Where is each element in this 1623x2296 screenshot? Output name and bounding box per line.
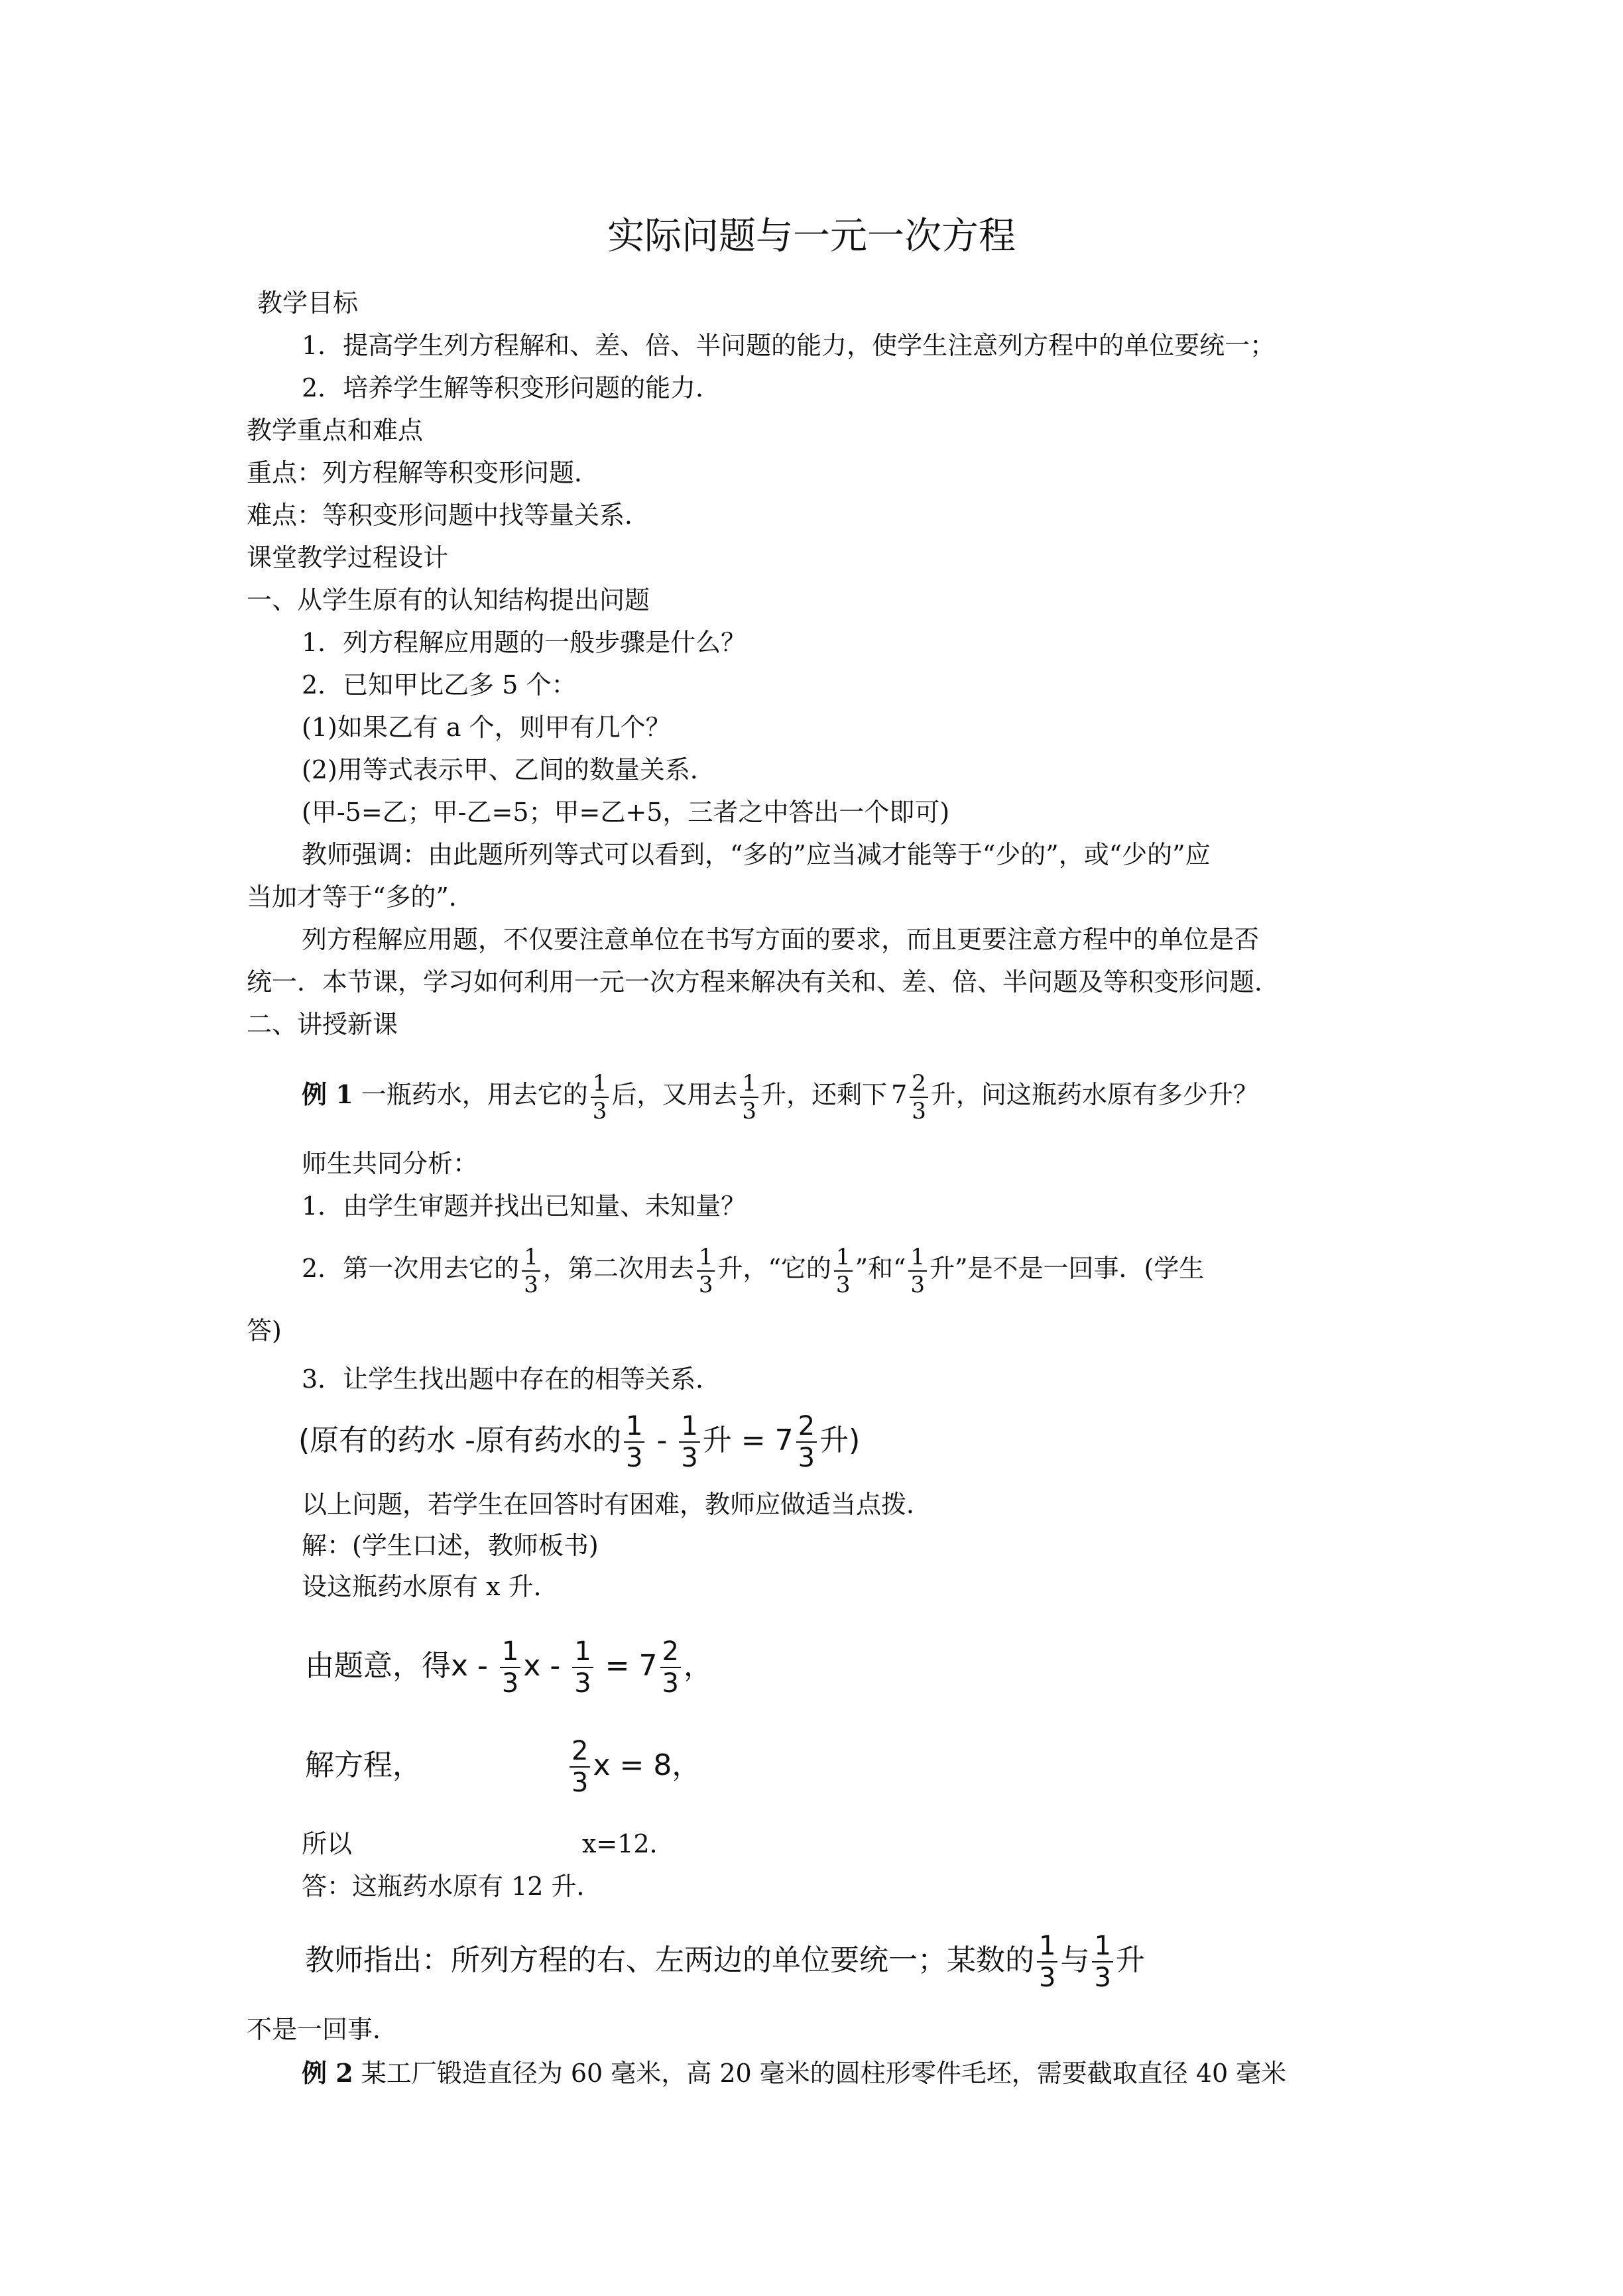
analysis-2: [302, 1232, 1204, 1305]
intro-line-2: 统一．本节课，学习如何利用一元一次方程来解决有关和、差、倍、半问题及等积变形问题．: [247, 967, 1280, 997]
analysis-heading: 师生共同分析：: [302, 1149, 479, 1178]
fraction-two-thirds: $\frac{2}{3}$: [660, 1638, 681, 1697]
fraction-one-third: $\frac{1}{3}$: [908, 1246, 927, 1296]
example-1-label: 例 1: [302, 1079, 353, 1109]
example-1-text-4: 升，问这瓶药水原有多少升？: [930, 1080, 1258, 1109]
intro-line-1: 列方程解应用题，不仅要注意单位在书写方面的要求，而且更要注意方程中的单位是否: [302, 925, 1260, 954]
analysis-2-text-1: 2．第一次用去它的: [302, 1254, 520, 1283]
analysis-1: 1．由学生审题并找出已知量、未知量？: [302, 1191, 747, 1221]
keypoints-heading: 教学重点和难点: [247, 416, 424, 445]
objective-2: 2．培养学生解等积变形问题的能力．: [302, 373, 721, 402]
analysis-2-text-3: 升，“它的: [717, 1254, 831, 1283]
teacher-note-text-1: 教师指出：所列方程的右、左两边的单位要统一；某数的: [305, 1943, 1034, 1977]
fraction-one-third: $\frac{1}{3}$: [522, 1246, 540, 1296]
keypoint-focus: 重点：列方程解等积变形问题．: [247, 458, 600, 487]
equation-2-text: x = 8，: [593, 1748, 701, 1782]
teacher-note-text-2: 与: [1060, 1943, 1090, 1977]
teacher-emphasis-line-1: 教师强调：由此题所列等式可以看到，“多的”应当减才能等于“少的”，或“少的”应: [302, 840, 1211, 869]
question-2b: (2)用等式表示甲、乙间的数量关系．: [302, 755, 715, 784]
keypoint-difficulty: 难点：等积变形问题中找等量关系．: [247, 501, 650, 530]
fraction-two-thirds: $\frac{2}{3}$: [796, 1413, 817, 1471]
fraction-two-thirds: $\frac{2}{3}$: [570, 1738, 590, 1796]
analysis-2-text-4: ”和“: [855, 1254, 906, 1283]
question-2: 2．已知甲比乙多 5 个：: [302, 670, 577, 699]
example-1: [302, 1058, 1258, 1131]
fraction-one-third: $\frac{1}{3}$: [834, 1246, 853, 1296]
question-2a: (1)如果乙有 a 个，则甲有几个？: [302, 713, 671, 742]
question-2-answer: (甲-5=乙；甲-乙=5；甲=乙+5，三者之中答出一个即可): [302, 798, 950, 827]
example-2-label: 例 2: [302, 2058, 353, 2088]
equation-1-text-4: ，: [683, 1649, 713, 1683]
fraction-one-third: $\frac{1}{3}$: [679, 1413, 699, 1471]
teacher-note: [305, 1924, 1145, 1997]
example-1-text-1: 一瓶药水，用去它的: [353, 1080, 588, 1109]
equation-1: [305, 1630, 713, 1703]
objective-1: 1．提高学生列方程解和、差、倍、半问题的能力，使学生注意列方程中的单位要统一；: [302, 331, 1276, 360]
example-2-text: 某工厂锻造直径为 60 毫米，高 20 毫米的圆柱形零件毛坯，需要截取直径 40 毫米: [353, 2059, 1287, 2088]
analysis-2-text-2: ，第二次用去: [542, 1254, 694, 1283]
relation-text-1: (原有的药水 -原有药水的: [298, 1423, 622, 1457]
let-variable: 设这瓶药水原有 x 升．: [302, 1572, 559, 1601]
relation-text-3: 升): [819, 1423, 861, 1457]
fraction-one-third: $\frac{1}{3}$: [1092, 1933, 1112, 1991]
fraction-one-third: $\frac{1}{3}$: [572, 1638, 593, 1697]
equation-2-label: 解方程，: [305, 1748, 422, 1782]
fraction-one-third: $\frac{1}{3}$: [500, 1638, 520, 1697]
answer: 答：这瓶药水原有 12 升．: [302, 1872, 602, 1901]
section-1-heading: 一、从学生原有的认知结构提出问题: [247, 585, 650, 615]
fraction-one-third: $\frac{1}{3}$: [1037, 1933, 1057, 1991]
teacher-note-text-3: 升: [1115, 1943, 1145, 1977]
mixed-number-integer: 7: [891, 1080, 908, 1109]
fraction-one-third: $\frac{1}{3}$: [624, 1413, 644, 1471]
example-2: [302, 2057, 1286, 2090]
teacher-note-continued: 不是一回事．: [247, 2015, 398, 2044]
fraction-one-third: $\frac{1}{3}$: [591, 1072, 609, 1122]
equation-3-label: 所以: [302, 1829, 353, 1858]
section-2-heading: 二、讲授新课: [247, 1010, 398, 1039]
equation-3-value: x=12．: [582, 1829, 675, 1858]
process-heading: 课堂教学过程设计: [247, 543, 449, 572]
equation-2: [567, 1729, 701, 1802]
page-title: 实际问题与一元一次方程: [607, 215, 1016, 258]
teacher-hint: 以上问题，若学生在回答时有困难，教师应做适当点拨．: [302, 1490, 932, 1519]
example-1-text-2: 后，又用去: [611, 1080, 738, 1109]
analysis-2-continued: 答): [247, 1316, 282, 1345]
fraction-two-thirds: $\frac{2}{3}$: [910, 1072, 928, 1122]
solution-label: 解：(学生口述，教师板书): [302, 1531, 599, 1560]
equation-1-text-1: 由题意，得x -: [305, 1649, 497, 1683]
fraction-one-third: $\frac{1}{3}$: [697, 1246, 715, 1296]
teacher-emphasis-line-2: 当加才等于“多的”．: [247, 882, 474, 912]
relation-minus: -: [647, 1423, 677, 1457]
objectives-heading: 教学目标: [257, 288, 359, 318]
equation-1-text-2: x -: [523, 1649, 570, 1683]
analysis-2-text-5: 升”是不是一回事．(学生: [930, 1254, 1205, 1283]
example-1-text-3: 升，还剩下: [761, 1080, 888, 1109]
question-1: 1．列方程解应用题的一般步骤是什么？: [302, 628, 747, 657]
equality-relation: [298, 1404, 860, 1477]
fraction-one-third: $\frac{1}{3}$: [740, 1072, 758, 1122]
analysis-3: 3．让学生找出题中存在的相等关系．: [302, 1364, 721, 1394]
equation-1-text-3: = 7: [595, 1649, 658, 1683]
relation-text-2: 升 = 7: [702, 1423, 794, 1457]
